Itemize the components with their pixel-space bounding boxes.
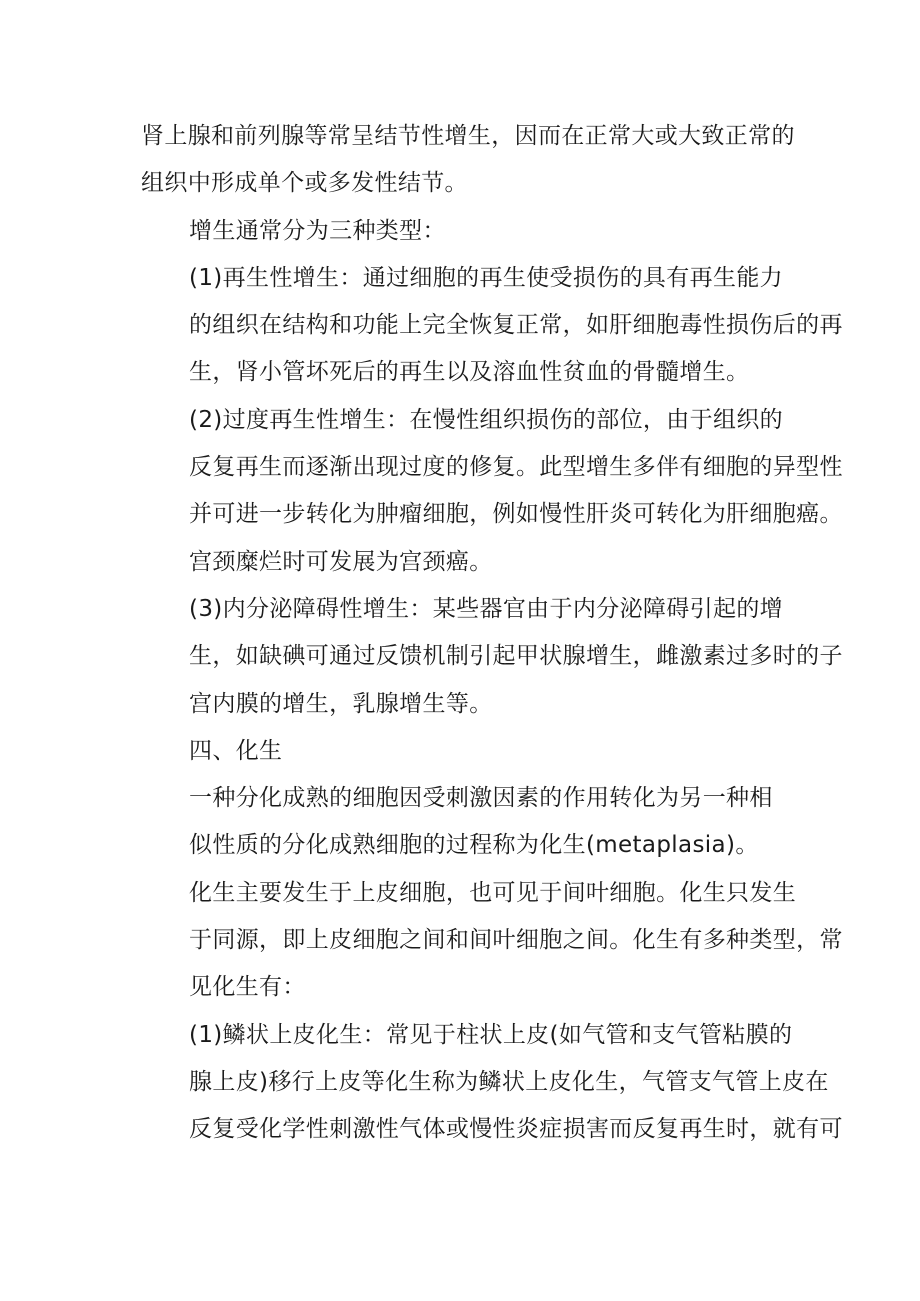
text-line: 的组织在结构和功能上完全恢复正常，如肝细胞毒性损伤后的再 — [189, 312, 843, 339]
section-heading-metaplasia — [141, 728, 786, 775]
paragraph-squamous-metaplasia — [141, 1012, 843, 1154]
text-line: (1)鳞状上皮化生：常见于柱状上皮(如气管和支气管粘膜的 — [189, 1021, 793, 1048]
text-line: 组织中形成单个或多发性结节。 — [141, 170, 468, 197]
paragraph-endocrine-hyperplasia — [141, 586, 843, 728]
text-line: 肾上腺和前列腺等常呈结节性增生，因而在正常大或大致正常的 — [141, 123, 795, 149]
text-line: (2)过度再生性增生：在慢性组织损伤的部位，由于组织的 — [189, 406, 784, 433]
document-body — [141, 113, 843, 1154]
text-line: 化生主要发生于上皮细胞，也可见于间叶细胞。化生只发生 — [189, 879, 797, 906]
paragraph-metaplasia-occurrence — [141, 870, 843, 1012]
text-line: 见化生有： — [189, 974, 306, 1001]
text-line: 宫内膜的增生，乳腺增生等。 — [189, 690, 493, 717]
section-heading-text: 四、化生 — [189, 737, 283, 764]
text-line: 宫颈糜烂时可发展为宫颈癌。 — [189, 548, 493, 575]
text-line: (3)内分泌障碍性增生：某些器官由于内分泌障碍引起的增 — [189, 595, 784, 622]
text-line: 反复受化学性刺激性气体或慢性炎症损害而反复再生时，就有可 — [189, 1116, 843, 1143]
text-line: 反复再生而逐渐出现过度的修复。此型增生多伴有细胞的异型性 — [189, 454, 843, 481]
text-line: 似性质的分化成熟细胞的过程称为化生(metaplasia)。 — [189, 832, 759, 859]
text-line: 腺上皮)移行上皮等化生称为鳞状上皮化生，气管支气管上皮在 — [189, 1068, 829, 1095]
paragraph-excessive-regenerative-hyperplasia — [141, 397, 843, 586]
text-line: 并可进一步转化为肿瘤细胞，例如慢性肝炎可转化为肝细胞癌。 — [189, 501, 843, 528]
text-line: 于同源，即上皮细胞之间和间叶细胞之间。化生有多种类型，常 — [189, 927, 843, 954]
paragraph-regenerative-hyperplasia — [141, 255, 843, 397]
text-line: 一种分化成熟的细胞因受刺激因素的作用转化为另一种相 — [189, 785, 773, 812]
paragraph-nodular-hyperplasia — [141, 113, 795, 208]
text-line: 生，肾小管坏死后的再生以及溶血性贫血的骨髓增生。 — [189, 359, 750, 386]
paragraph-hyperplasia-types — [141, 208, 786, 255]
text-line: 生，如缺碘可通过反馈机制引起甲状腺增生，雌激素过多时的子 — [189, 643, 843, 670]
text-line: 增生通常分为三种类型： — [189, 217, 446, 244]
text-line: (1)再生性增生：通过细胞的再生使受损伤的具有再生能力 — [189, 264, 784, 291]
paragraph-metaplasia-definition — [141, 775, 786, 870]
